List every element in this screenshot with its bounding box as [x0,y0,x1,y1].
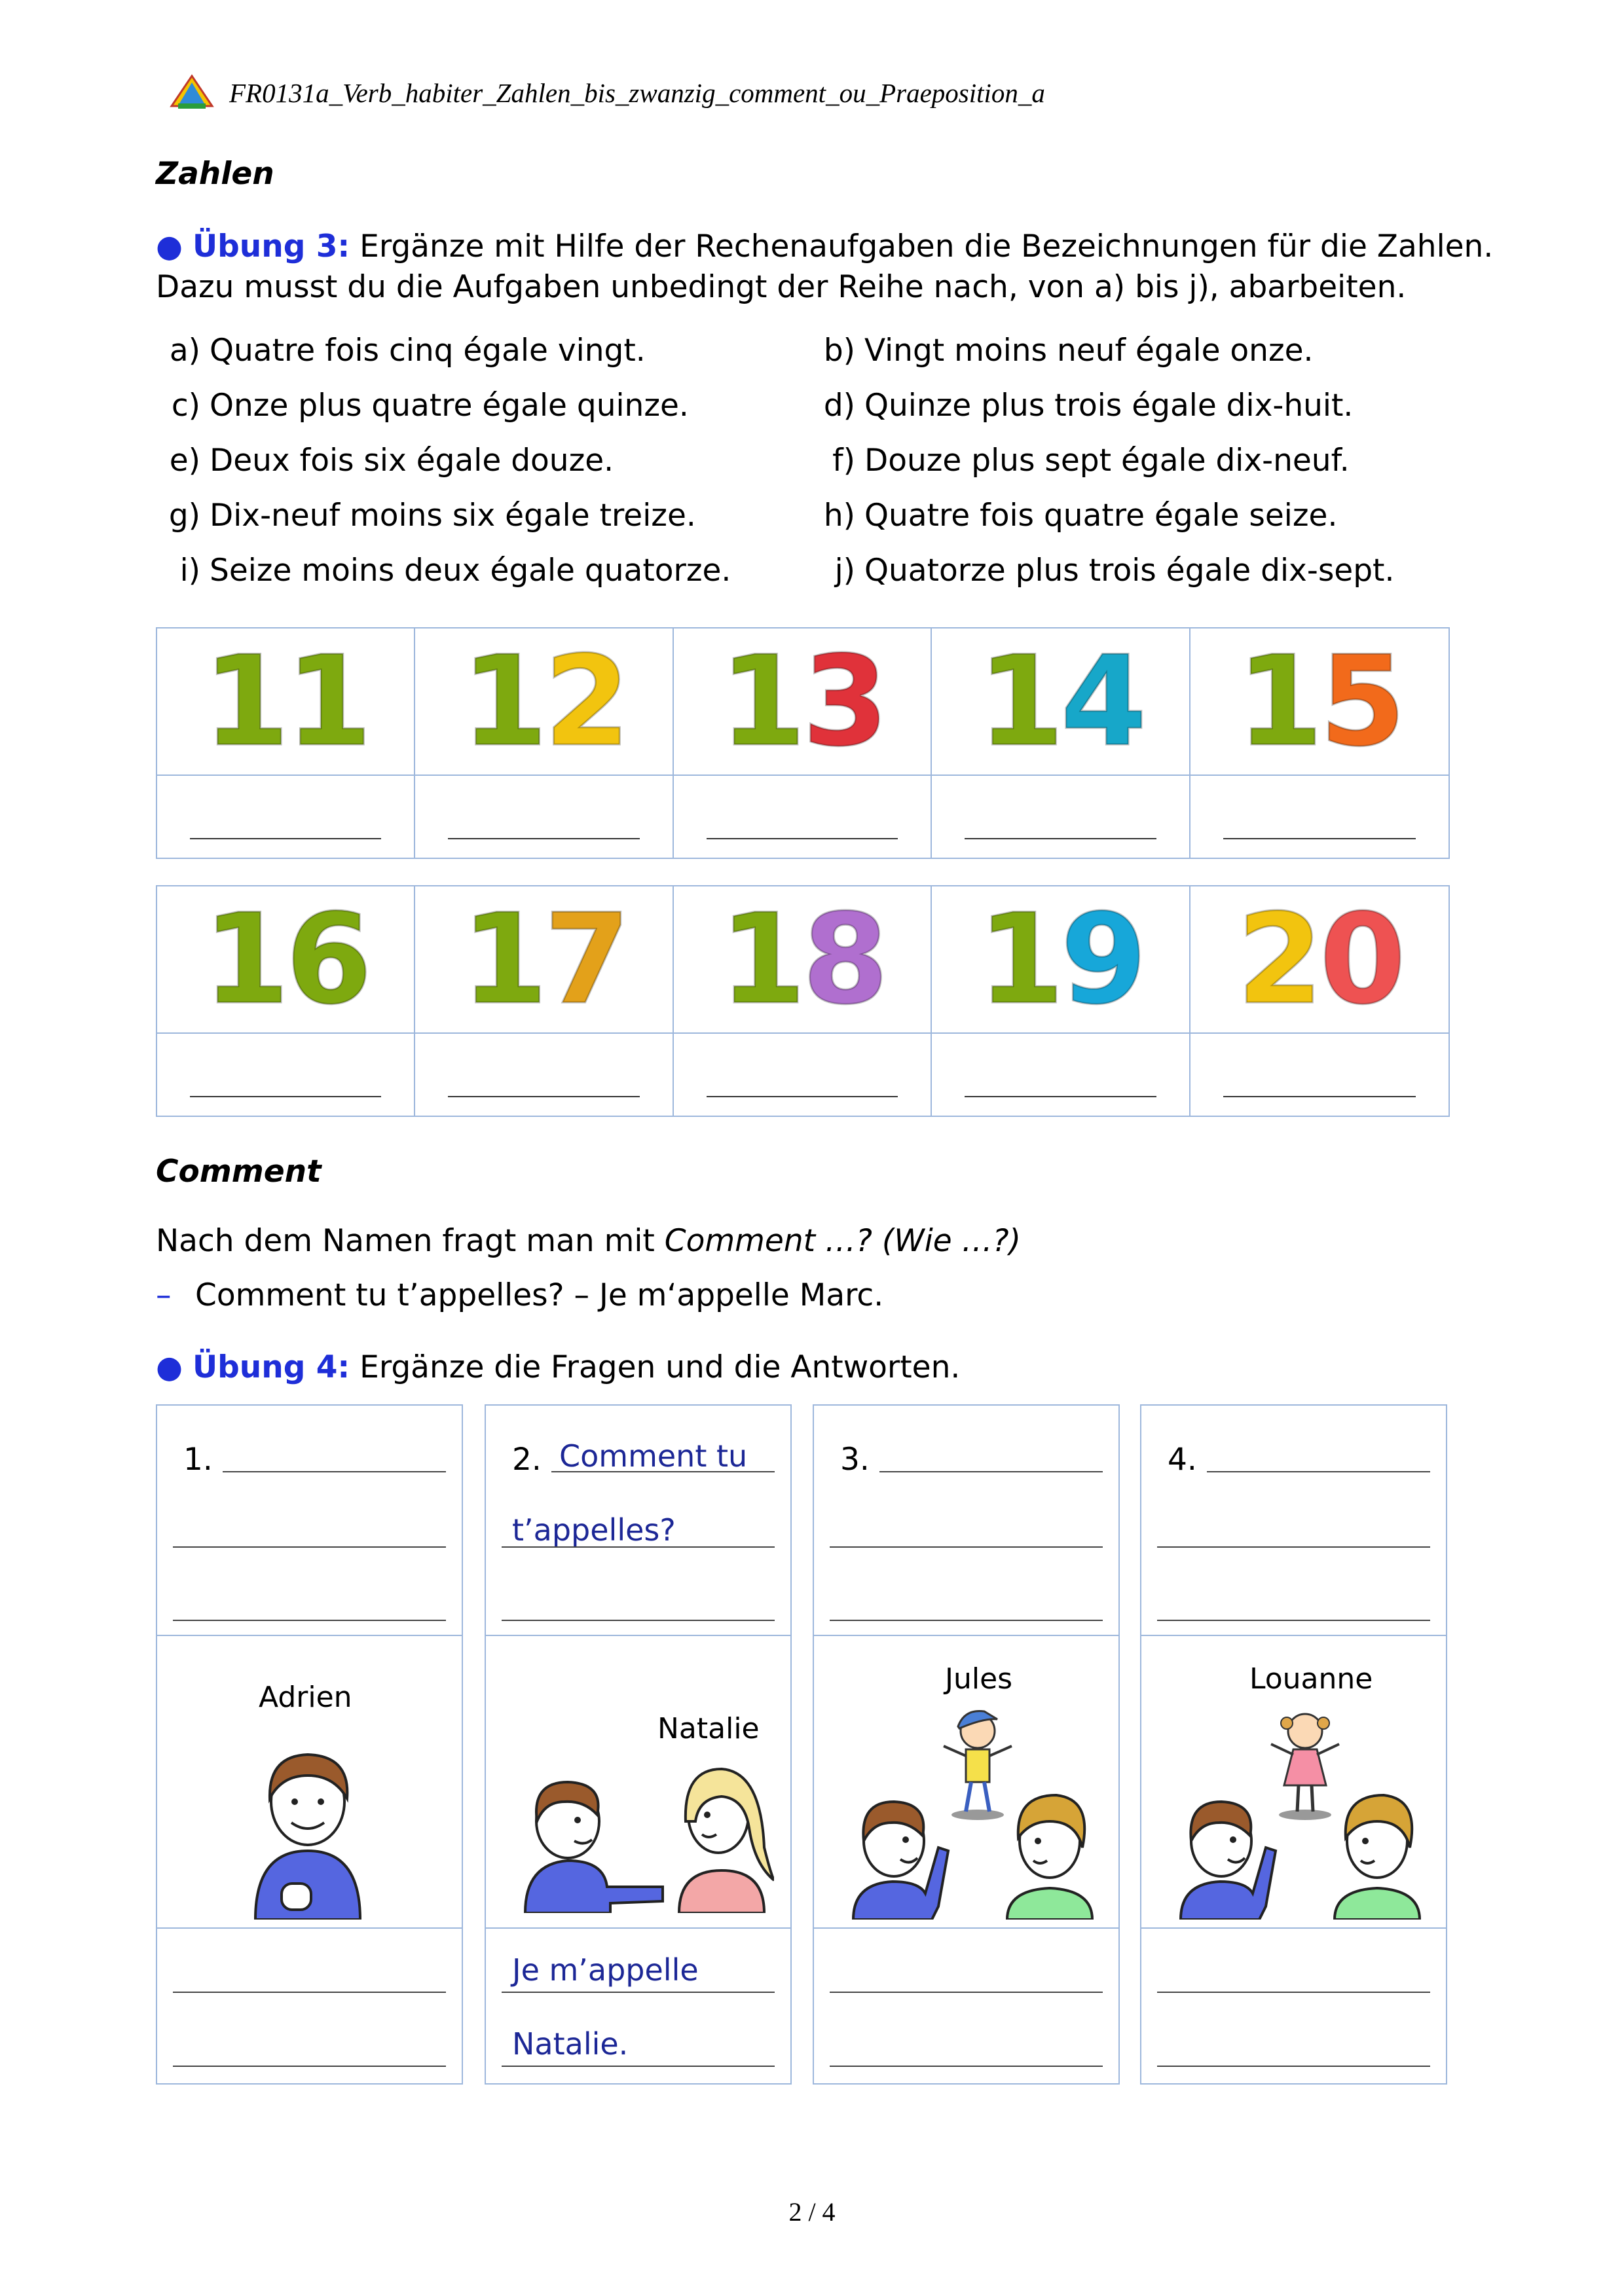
answer-line[interactable] [190,838,381,839]
number-digit: 2 [544,629,627,774]
uebung4-text: Ergänze die Fragen und die Antworten. [360,1349,961,1385]
number-illustration [415,629,673,776]
number-digit: 1 [202,886,286,1032]
number-digit: 5 [1319,629,1402,774]
numbers-table-row1 [156,627,1450,859]
exercise-item-label: a) [169,333,200,369]
boy-and-child-talking-illustration [840,1776,1102,1920]
filled-answer-line2: Natalie. [512,2026,629,2062]
answer-line[interactable] [830,1992,1103,1993]
exercise-item-label: b) [823,333,855,369]
number-illustration [157,629,415,776]
boy-pointing-self-illustration [242,1736,373,1920]
uebung4-label: Übung 4: [192,1349,350,1385]
exercise-item [811,331,1314,371]
bullet: ● [156,228,183,264]
number-digit: 1 [719,886,802,1032]
dash: – [156,1277,172,1313]
dialog-card-2 [485,1404,792,2085]
comment-example [156,1275,883,1316]
person-name: Jules [945,1662,1013,1696]
number-illustration [1190,886,1449,1034]
school-logo-icon [169,73,215,119]
number-illustration [415,886,673,1034]
exercise-item-text: Quatre fois quatre égale seize. [864,498,1338,534]
number-digit: 8 [802,886,885,1032]
number-answer-cell[interactable] [932,1034,1190,1116]
number-digit: 1 [978,629,1061,774]
answer-line[interactable] [173,2066,446,2067]
number-digit: 1 [202,629,286,774]
number-answer-cell[interactable] [415,1034,673,1116]
answer-line[interactable] [502,1546,775,1548]
number-digit: 6 [286,886,369,1032]
exercise-item-text: Quinze plus trois égale dix-huit. [864,388,1354,424]
exercise-item-text: Onze plus quatre égale quinze. [210,388,689,424]
person-name: Louanne [1249,1662,1373,1696]
number-illustration [674,629,932,776]
card-number: 3. [840,1442,870,1478]
number-answer-cell[interactable] [674,776,932,858]
card-number: 2. [512,1442,542,1478]
number-digit: 0 [1319,886,1402,1032]
comment-intro [156,1221,1021,1262]
section-heading-zahlen: Zahlen [156,156,274,192]
document-filename: FR0131a_Verb_habiter_Zahlen_bis_zwanzig_comment_ou_Praeposition_a [229,78,1045,108]
answer-line[interactable] [1157,1620,1430,1621]
intro-italic: Comment …? (Wie …?) [664,1223,1021,1259]
answer-line[interactable] [223,1471,446,1472]
number-digit: 1 [286,629,369,774]
answer-line[interactable] [173,1620,446,1621]
number-digit: 1 [1236,629,1320,774]
person-name: Adrien [259,1681,352,1714]
boy-points-to-girl-illustration [512,1749,774,1913]
uebung3-label: Übung 3: [192,228,350,264]
exercise-item-label: j) [834,553,855,589]
answer-line[interactable] [502,1992,775,1993]
exercise-item-label: f) [832,443,855,479]
number-answer-cell[interactable] [157,776,415,858]
exercise-item [156,496,696,536]
dialog-card-1 [156,1404,463,2085]
number-illustration [1190,629,1449,776]
exercise-item-label: h) [823,498,855,534]
uebung4-instructions [156,1347,960,1388]
exercise-item-label: d) [823,388,855,424]
intro-text: Nach dem Namen fragt man mit [156,1223,665,1259]
filled-answer-line1: Je m’appelle [512,1952,699,1988]
number-answer-cell[interactable] [674,1034,932,1116]
answer-line[interactable] [1157,1546,1430,1548]
answer-line[interactable] [448,1096,639,1097]
number-digit: 1 [978,886,1061,1032]
number-answer-cell[interactable] [1190,776,1449,858]
answer-line[interactable] [173,1546,446,1548]
section-heading-comment: Comment [156,1154,322,1190]
answer-line[interactable] [879,1471,1103,1472]
number-illustration [932,629,1190,776]
number-illustration [674,886,932,1034]
number-digit: 9 [1060,886,1143,1032]
filled-question-line1: Comment tu [559,1438,748,1474]
answer-line[interactable] [551,1471,775,1472]
exercise-item [156,386,689,426]
answer-line[interactable] [707,1096,898,1097]
answer-line[interactable] [1157,1992,1430,1993]
number-digit: 1 [461,629,544,774]
exercise-item-text: Dix-neuf moins six égale treize. [210,498,696,534]
card-number: 4. [1168,1442,1197,1478]
number-digit: 1 [461,886,544,1032]
number-digit: 4 [1060,629,1143,774]
exercise-item-label: i) [179,553,200,589]
answer-line[interactable] [830,1546,1103,1548]
exercise-item-label: c) [171,388,200,424]
exercise-item [156,551,731,591]
number-illustration [157,886,415,1034]
exercise-item-text: Quatorze plus trois égale dix-sept. [864,553,1395,589]
exercise-item [811,386,1353,426]
answer-line[interactable] [830,1620,1103,1621]
exercise-item-text: Quatre fois cinq égale vingt. [210,333,646,369]
exercise-item [811,496,1337,536]
filled-question-line2: t’appelles? [512,1512,676,1548]
answer-line[interactable] [502,1620,775,1621]
exercise-item-label: g) [168,498,200,534]
bullet: ● [156,1349,183,1385]
exercise-item-text: Deux fois six égale douze. [210,443,614,479]
uebung3-instructions [156,227,1493,267]
answer-line[interactable] [1223,1096,1416,1097]
exercise-item-text: Douze plus sept égale dix-neuf. [864,443,1350,479]
numbers-table-row2 [156,885,1450,1117]
answer-line[interactable] [173,1992,446,1993]
answer-line[interactable] [965,1096,1156,1097]
exercise-item [156,331,646,371]
dialog-card-4 [1140,1404,1447,2085]
number-digit: 3 [802,629,885,774]
exercise-item [811,551,1394,591]
boy-and-child-talking-illustration [1168,1776,1430,1920]
exercise-item [811,441,1350,481]
answer-line[interactable] [448,838,639,839]
answer-line[interactable] [1223,838,1416,839]
uebung3-text2: Dazu musst du die Aufgaben unbedingt der Reihe nach, von a) bis j), abarbeiten. [156,269,1407,305]
number-answer-cell[interactable] [1190,1034,1449,1116]
uebung3-text1: Ergänze mit Hilfe der Rechenaufgaben die Bezeichnungen für die Zahlen. [360,228,1494,264]
number-digit: 7 [544,886,627,1032]
answer-line[interactable] [965,838,1156,839]
number-answer-cell[interactable] [932,776,1190,858]
exercise-item-text: Seize moins deux égale quatorze. [210,553,731,589]
answer-line[interactable] [707,838,898,839]
exercise-item [156,441,614,481]
number-illustration [932,886,1190,1034]
page-number: 2 / 4 [788,2197,836,2227]
exercise-item-label: e) [169,443,200,479]
number-answer-cell[interactable] [157,1034,415,1116]
exercise-item-text: Vingt moins neuf égale onze. [864,333,1314,369]
dialog-card-3 [813,1404,1120,2085]
answer-line[interactable] [830,2066,1103,2067]
answer-line[interactable] [502,2066,775,2067]
number-digit: 2 [1236,886,1320,1032]
card-number: 1. [183,1442,213,1478]
number-answer-cell[interactable] [415,776,673,858]
answer-line[interactable] [1157,2066,1430,2067]
person-name: Natalie [657,1712,760,1745]
answer-line[interactable] [1207,1471,1430,1472]
example-text: Comment tu t’appelles? – Je m‘appelle Marc. [195,1277,884,1313]
number-digit: 1 [719,629,802,774]
answer-line[interactable] [190,1096,381,1097]
